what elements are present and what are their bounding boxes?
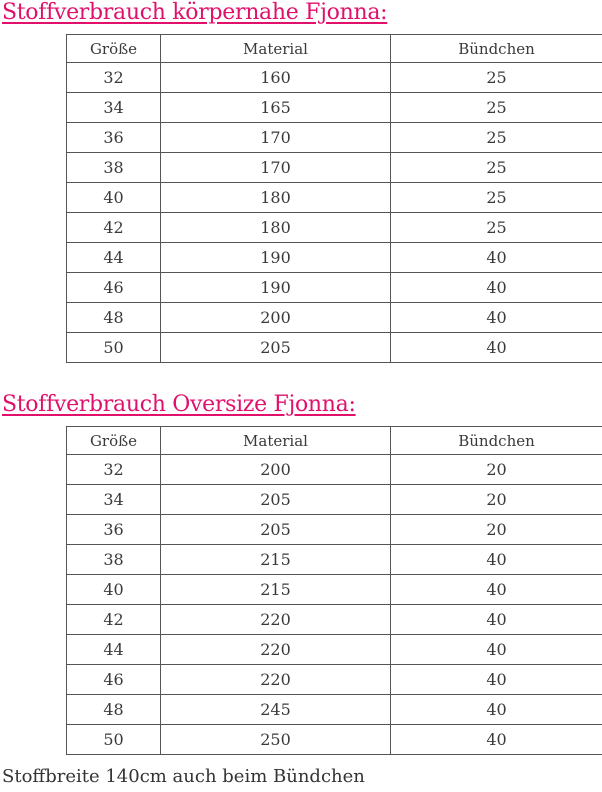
table-header-row [67, 35, 602, 63]
table-row [67, 695, 602, 725]
cell-material: 180 [161, 183, 391, 213]
cell-size: 48 [67, 695, 161, 725]
cell-material: 215 [161, 545, 391, 575]
table-row [67, 243, 602, 273]
cell-size: 40 [67, 183, 161, 213]
table-row [67, 303, 602, 333]
table-row [67, 153, 602, 183]
cell-material: 170 [161, 153, 391, 183]
cell-size: 40 [67, 575, 161, 605]
cell-material: 200 [161, 303, 391, 333]
table-row [67, 333, 602, 363]
cell-size: 34 [67, 485, 161, 515]
cell-material: 250 [161, 725, 391, 755]
fabric-table-oversize [66, 426, 602, 755]
cell-cuff: 20 [391, 455, 602, 485]
cell-size: 42 [67, 605, 161, 635]
cell-cuff: 20 [391, 485, 602, 515]
cell-cuff: 40 [391, 635, 602, 665]
cell-size: 50 [67, 725, 161, 755]
cell-size: 50 [67, 333, 161, 363]
table-row [67, 455, 602, 485]
cell-cuff: 40 [391, 695, 602, 725]
cell-material: 215 [161, 575, 391, 605]
table-row [67, 665, 602, 695]
cell-size: 48 [67, 303, 161, 333]
cell-size: 32 [67, 455, 161, 485]
cell-cuff: 25 [391, 183, 602, 213]
header-cuff: Bündchen [391, 35, 602, 63]
cell-cuff: 40 [391, 545, 602, 575]
cell-size: 44 [67, 243, 161, 273]
cell-cuff: 40 [391, 605, 602, 635]
table-row [67, 605, 602, 635]
cell-cuff: 25 [391, 153, 602, 183]
table-row [67, 575, 602, 605]
cell-material: 245 [161, 695, 391, 725]
cell-cuff: 40 [391, 575, 602, 605]
cell-size: 44 [67, 635, 161, 665]
header-size: Größe [67, 35, 161, 63]
cell-size: 38 [67, 545, 161, 575]
cell-size: 46 [67, 665, 161, 695]
table-row [67, 213, 602, 243]
cell-material: 190 [161, 243, 391, 273]
table-row [67, 635, 602, 665]
cell-material: 170 [161, 123, 391, 153]
table-row [67, 93, 602, 123]
table-row [67, 545, 602, 575]
table-row [67, 273, 602, 303]
cell-material: 205 [161, 333, 391, 363]
cell-size: 36 [67, 123, 161, 153]
cell-material: 205 [161, 515, 391, 545]
table-header-row [67, 427, 602, 455]
cell-material: 190 [161, 273, 391, 303]
cell-cuff: 20 [391, 515, 602, 545]
cell-size: 36 [67, 515, 161, 545]
cell-material: 200 [161, 455, 391, 485]
cell-material: 220 [161, 665, 391, 695]
header-material: Material [161, 427, 391, 455]
table-row [67, 63, 602, 93]
cell-cuff: 25 [391, 93, 602, 123]
cell-cuff: 25 [391, 63, 602, 93]
cell-size: 34 [67, 93, 161, 123]
cell-material: 160 [161, 63, 391, 93]
cell-cuff: 40 [391, 725, 602, 755]
fabric-table-koerpernahe [66, 34, 602, 363]
cell-size: 38 [67, 153, 161, 183]
section-title-oversize: Stoffverbrauch Oversize Fjonna: [2, 392, 356, 417]
section-title-koerpernahe: Stoffverbrauch körpernahe Fjonna: [2, 0, 388, 25]
cell-cuff: 40 [391, 303, 602, 333]
cell-cuff: 40 [391, 243, 602, 273]
cell-material: 180 [161, 213, 391, 243]
cell-cuff: 40 [391, 665, 602, 695]
cell-cuff: 25 [391, 123, 602, 153]
cell-size: 46 [67, 273, 161, 303]
table-row [67, 123, 602, 153]
table-row [67, 485, 602, 515]
cell-cuff: 40 [391, 273, 602, 303]
cell-cuff: 25 [391, 213, 602, 243]
table-row [67, 515, 602, 545]
cell-material: 220 [161, 605, 391, 635]
table-row [67, 725, 602, 755]
header-size: Größe [67, 427, 161, 455]
cell-size: 42 [67, 213, 161, 243]
cell-cuff: 40 [391, 333, 602, 363]
header-material: Material [161, 35, 391, 63]
cell-size: 32 [67, 63, 161, 93]
table-row [67, 183, 602, 213]
header-cuff: Bündchen [391, 427, 602, 455]
cell-material: 220 [161, 635, 391, 665]
cell-material: 165 [161, 93, 391, 123]
fabric-width-note: Stoffbreite 140cm auch beim Bündchen [2, 766, 365, 787]
cell-material: 205 [161, 485, 391, 515]
